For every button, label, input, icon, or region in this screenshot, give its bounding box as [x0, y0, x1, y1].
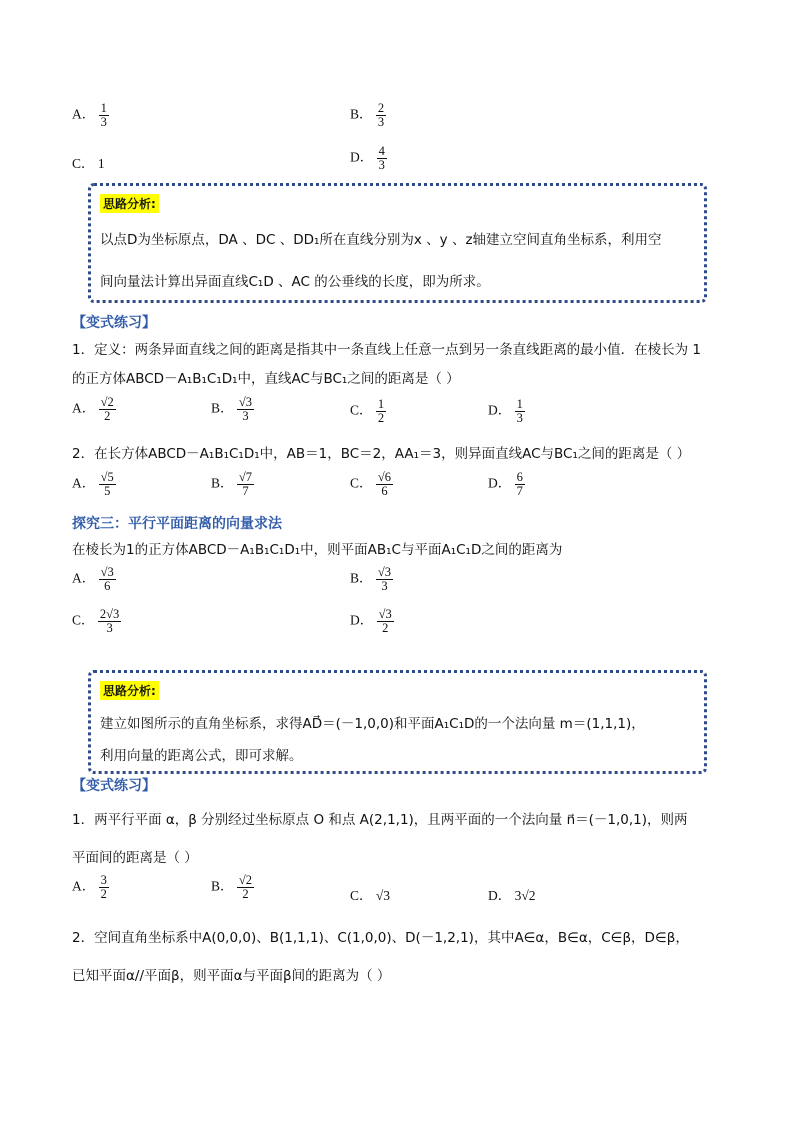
hint-label: 思路分析: [100, 194, 159, 213]
s3-option-b [350, 566, 393, 593]
option-letter: B． [211, 400, 234, 416]
fraction: $\frac{√3}{3}$ [238, 395, 253, 424]
v1q2-option-c [350, 471, 393, 498]
fraction: $\frac{√6}{6}$ [377, 470, 392, 499]
option-letter: D． [350, 612, 374, 628]
variant-heading: 【变式练习】 [72, 315, 156, 331]
q0-option-c [72, 152, 105, 172]
option-letter: B． [211, 475, 234, 491]
fraction: $\frac{2}{3}$ [377, 101, 385, 130]
fraction: $\frac{√2}{2}$ [238, 873, 253, 902]
option-value: √3 [375, 888, 391, 903]
option-letter: B． [211, 878, 234, 894]
fraction: $\frac{4}{3}$ [378, 144, 385, 173]
v1q1-option-c [350, 398, 386, 425]
hint-text-line: 间向量法计算出异面直线C₁D 、AC 的公垂线的长度，即为所求。 [100, 274, 490, 290]
option-letter: C． [350, 475, 373, 491]
hint-text-line: 以点D为坐标原点，DA 、DC 、DD₁所在直线分别为x 、y 、z轴建立空间直角坐标系，利用空 [100, 232, 662, 248]
v1q2-option-b [211, 471, 254, 498]
fraction: $\frac{6}{7}$ [516, 470, 523, 499]
v1q1-option-a [72, 396, 116, 423]
option-letter: A． [72, 475, 96, 491]
question-text: 在棱长为1的正方体ABCD－A₁B₁C₁D₁中，则平面AB₁C与平面A₁C₁D之间的距离为 [72, 542, 563, 558]
fraction: $\frac{√2}{2}$ [100, 395, 114, 424]
question-text: 2．在长方体ABCD－A₁B₁C₁D₁中，AB＝1，BC＝2，AA₁＝3，则异面直线AC与BC₁之间的距离是（ ） [72, 446, 691, 462]
fraction: $\frac{√3}{6}$ [100, 565, 114, 594]
option-letter: A． [72, 570, 96, 586]
option-letter: C． [72, 612, 95, 628]
option-letter: D． [488, 402, 512, 418]
v1q1-option-b [211, 396, 254, 423]
hint-text-line: 建立如图所示的直角坐标系，求得AD⃗＝(－1,0,0)和平面A₁C₁D的一个法向量 m＝(1,1,1)， [100, 716, 645, 732]
fraction: $\frac{2√3}{3}$ [99, 607, 120, 636]
fraction: $\frac{√3}{2}$ [378, 607, 392, 636]
question-text: 2．空间直角坐标系中A(0,0,0)、B(1,1,1)、C(1,0,0)、D(－1,2,1)，其中A∈α，B∈α，C∈β，D∈β， [72, 930, 689, 946]
q0-option-d [350, 145, 387, 172]
question-text: 已知平面α//平面β，则平面α与平面β间的距离为（ ） [72, 968, 391, 984]
question-text: 平面间的距离是（ ） [72, 850, 198, 866]
option-letter: A． [72, 106, 96, 122]
fraction: $\frac{1}{2}$ [377, 397, 385, 426]
option-letter: B． [350, 570, 373, 586]
v1q1-option-d [488, 398, 525, 425]
question-text: 1．两平行平面 α，β 分别经过坐标原点 O 和点 A(2,1,1)，且两平面的一个法向量 n⃗＝(－1,0,1)，则两 [72, 812, 688, 828]
s3-option-d [350, 608, 394, 635]
s3-option-c [72, 608, 121, 635]
v1q2-option-a [72, 471, 116, 498]
q0-option-a [72, 102, 109, 129]
option-letter: D． [350, 149, 374, 165]
fraction: $\frac{√7}{7}$ [238, 470, 253, 499]
hint-label: 思路分析: [100, 681, 159, 700]
section-heading: 探究三：平行平面距离的向量求法 [72, 516, 282, 532]
option-value: 1 [97, 156, 105, 171]
option-letter: A． [72, 400, 96, 416]
v2q1-option-c [350, 884, 390, 904]
question-text: 1．定义：两条异面直线之间的距离是指其中一条直线上任意一点到另一条直线距离的最小值．在棱长为 1 [72, 342, 701, 358]
fraction: $\frac{√3}{3}$ [377, 565, 392, 594]
fraction: $\frac{√5}{5}$ [100, 470, 114, 499]
option-value: 3√2 [514, 888, 536, 903]
v2q1-option-a [72, 874, 109, 901]
fraction: $\frac{1}{3}$ [516, 397, 523, 426]
fraction: $\frac{1}{3}$ [100, 101, 107, 130]
question-text: 的正方体ABCD－A₁B₁C₁D₁中，直线AC与BC₁之间的距离是（ ） [72, 371, 460, 387]
hint-text-line: 利用向量的距离公式，即可求解。 [100, 748, 303, 764]
option-letter: A． [72, 878, 96, 894]
option-letter: B． [350, 106, 373, 122]
v2q1-option-b [211, 874, 254, 901]
option-letter: D． [488, 475, 512, 491]
s3-option-a [72, 566, 116, 593]
q0-option-b [350, 102, 386, 129]
option-letter: D． [488, 888, 512, 903]
option-letter: C． [72, 156, 95, 171]
fraction: $\frac{3}{2}$ [100, 873, 107, 902]
option-letter: C． [350, 888, 373, 903]
variant-heading: 【变式练习】 [72, 778, 156, 794]
v2q1-option-d [488, 884, 536, 904]
v1q2-option-d [488, 471, 525, 498]
option-letter: C． [350, 402, 373, 418]
